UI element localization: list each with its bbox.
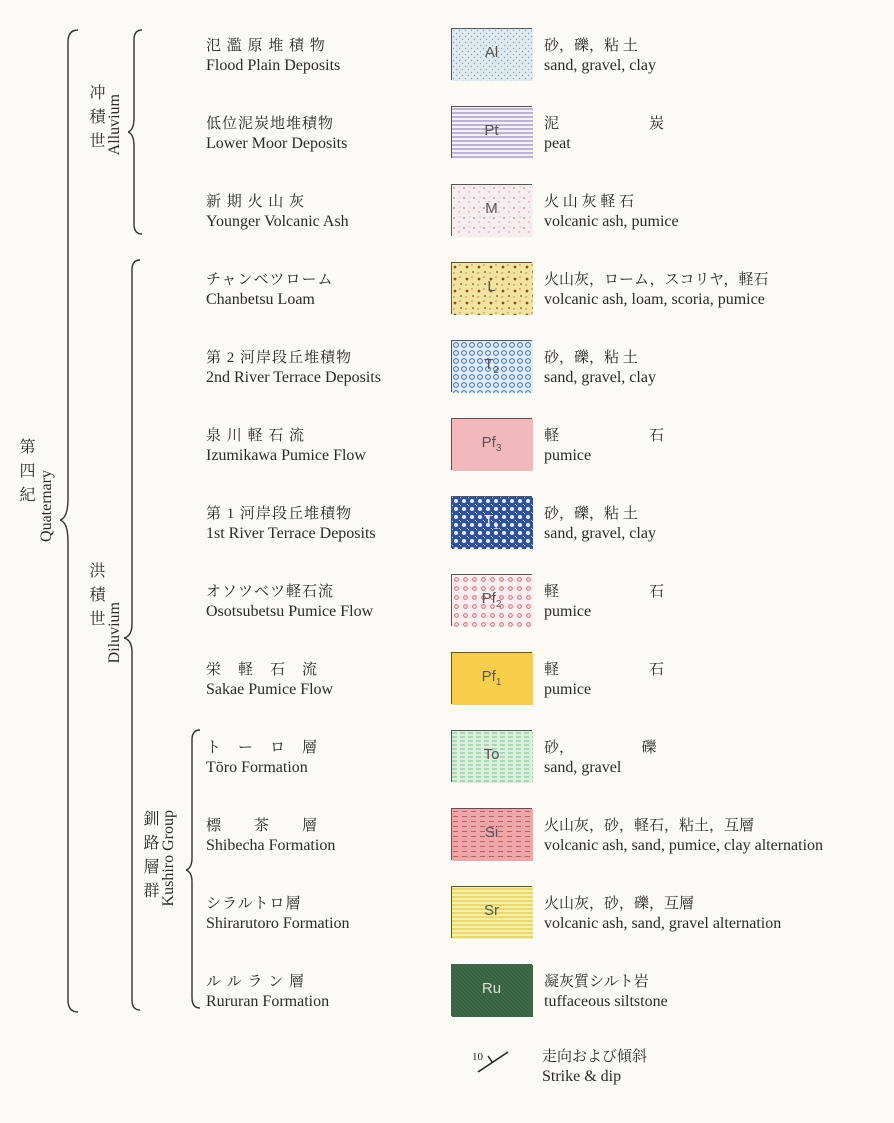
unit-name-en: Rururan Formation (206, 993, 330, 1010)
swatch-symbol (481, 668, 503, 688)
unit-desc-jp: 砂， 礫 (544, 740, 657, 756)
unit-desc-5 (544, 424, 664, 465)
swatch-symbol (481, 434, 503, 454)
unit-name-4 (206, 346, 381, 387)
unit-name-jp: 第 1 河岸段丘堆積物 (206, 506, 353, 522)
unit-desc-7 (544, 580, 664, 621)
unit-desc-10 (544, 814, 823, 855)
unit-name-3 (206, 268, 334, 309)
unit-desc-jp: 軽 石 (544, 428, 665, 444)
swatch-symbol (483, 512, 500, 532)
unit-swatch-pf3 (451, 418, 532, 470)
unit-desc-8 (544, 658, 664, 699)
unit-desc-jp: 火山灰，砂，軽石，粘土，互層 (544, 818, 755, 834)
unit-desc-en: volcanic ash, loam, scoria, pumice (544, 291, 765, 308)
alluvium-jp-label: 冲 積 世 (87, 84, 104, 150)
unit-swatch-flood (451, 28, 532, 80)
unit-name-11 (206, 892, 350, 933)
swatch-symbol-text: L (487, 278, 496, 295)
unit-name-en: Shibecha Formation (206, 837, 336, 854)
unit-desc-en: peat (544, 135, 571, 152)
unit-desc-jp: 軽 石 (544, 662, 665, 678)
unit-desc-jp: 凝灰質シルト岩 (544, 974, 649, 990)
unit-swatch-pf1 (451, 652, 532, 704)
unit-name-jp: シラルトロ層 (206, 896, 302, 912)
swatch-symbol (486, 278, 496, 298)
kushiro-en-label: Kushiro Group (160, 810, 177, 907)
kushiro-brace (186, 728, 206, 1016)
unit-desc-jp: 火山灰，砂，礫，互層 (544, 896, 695, 912)
swatch-symbol-text: Pf (481, 668, 496, 685)
unit-desc-jp: 火 山 灰 軽 石 (544, 194, 635, 210)
unit-name-en: Osotsubetsu Pumice Flow (206, 603, 374, 620)
diluvium-brace (124, 258, 146, 1018)
swatch-symbol (484, 200, 499, 220)
unit-desc-1 (544, 112, 664, 153)
unit-desc-0 (544, 34, 656, 75)
unit-desc-en: volcanic ash, pumice (544, 213, 679, 230)
swatch-symbol (484, 44, 499, 64)
unit-name-en: Sakae Pumice Flow (206, 681, 334, 698)
swatch-symbol-text: T (484, 512, 494, 529)
swatch-symbol (483, 122, 499, 142)
strike-dip-en: Strike & dip (542, 1068, 622, 1085)
unit-name-jp: ト ー ロ 層 (206, 740, 319, 756)
unit-desc-9 (544, 736, 657, 777)
unit-desc-12 (544, 970, 668, 1011)
unit-desc-en: tuffaceous siltstone (544, 993, 668, 1010)
kushiro-jp-label: 釧 路 層 群 (141, 810, 158, 900)
unit-name-jp: 栄 軽 石 流 (206, 662, 319, 678)
quaternary-jp-label: 第 四 紀 (17, 438, 34, 504)
unit-name-7 (206, 580, 373, 621)
swatch-symbol-text: Pt (484, 122, 499, 139)
swatch-symbol (481, 590, 503, 610)
swatch-symbol (483, 746, 501, 766)
unit-name-en: Flood Plain Deposits (206, 57, 341, 74)
unit-name-0 (206, 34, 340, 75)
swatch-symbol (483, 356, 500, 376)
swatch-symbol-text: T (484, 356, 494, 373)
unit-name-en: Younger Volcanic Ash (206, 213, 349, 230)
unit-name-1 (206, 112, 347, 153)
unit-desc-jp: 泥 炭 (544, 116, 665, 132)
unit-desc-en: pumice (544, 603, 592, 620)
strike-dip-value: 10 (472, 1051, 483, 1063)
quaternary-en-label: Quaternary (38, 470, 55, 542)
swatch-symbol-text: Pf (481, 434, 496, 451)
unit-name-6 (206, 502, 376, 543)
unit-swatch-t1 (451, 496, 532, 548)
alluvium-brace (128, 28, 148, 240)
unit-swatch-peat (451, 106, 532, 158)
unit-swatch-pf2 (451, 574, 532, 626)
unit-name-en: Izumikawa Pumice Flow (206, 447, 366, 464)
unit-desc-jp: 軽 石 (544, 584, 665, 600)
unit-desc-3 (544, 268, 769, 309)
unit-desc-en: sand, gravel, clay (544, 57, 656, 74)
unit-name-jp: 標 茶 層 (206, 818, 319, 834)
swatch-symbol-text: To (483, 746, 500, 763)
unit-swatch-loam (451, 262, 532, 314)
unit-name-jp: オソツベツ軽石流 (206, 584, 335, 600)
swatch-symbol-sub: 2 (493, 365, 499, 376)
unit-desc-en: volcanic ash, sand, pumice, clay alternation (544, 837, 824, 854)
unit-desc-2 (544, 190, 679, 231)
alluvium-en-label: Alluvium (106, 94, 123, 156)
strike-dip-symbol (470, 1044, 520, 1080)
unit-name-en: Shirarutoro Formation (206, 915, 350, 932)
unit-desc-en: volcanic ash, sand, gravel alternation (544, 915, 782, 932)
unit-desc-en: sand, gravel (544, 759, 622, 776)
unit-desc-en: sand, gravel, clay (544, 525, 656, 542)
strike-dip-text (542, 1045, 647, 1086)
unit-name-en: Lower Moor Deposits (206, 135, 348, 152)
unit-name-en: Tōro Formation (206, 759, 308, 776)
unit-desc-jp: 火山灰，ローム，スコリヤ，軽石 (544, 272, 769, 288)
swatch-symbol-sub: 2 (495, 599, 502, 610)
unit-name-en: 1st River Terrace Deposits (206, 525, 376, 542)
unit-desc-en: pumice (544, 447, 592, 464)
unit-name-jp: 新 期 火 山 灰 (206, 194, 306, 210)
unit-desc-jp: 砂，礫，粘 土 (544, 350, 638, 366)
unit-name-en: Chanbetsu Loam (206, 291, 315, 308)
unit-name-jp: 氾 濫 原 堆 積 物 (206, 38, 326, 54)
unit-swatch-ash (451, 184, 532, 236)
swatch-symbol-text: M (485, 200, 498, 217)
swatch-symbol-sub: 1 (495, 677, 502, 688)
swatch-symbol-text: Si (484, 824, 499, 841)
unit-desc-en: sand, gravel, clay (544, 369, 656, 386)
unit-swatch-to (451, 730, 532, 782)
unit-name-jp: チャンベツローム (206, 272, 334, 288)
swatch-symbol-sub: 1 (493, 521, 499, 532)
unit-name-jp: 低位泥炭地堆積物 (206, 116, 335, 132)
unit-name-12 (206, 970, 329, 1011)
unit-name-10 (206, 814, 335, 855)
unit-desc-4 (544, 346, 656, 387)
unit-name-jp: ル ル ラ ン 層 (206, 974, 306, 990)
unit-desc-6 (544, 502, 656, 543)
swatch-symbol (484, 824, 499, 844)
swatch-symbol-text: Pf (481, 590, 496, 607)
swatch-symbol-sub: 3 (495, 443, 502, 454)
unit-desc-jp: 砂，礫，粘 土 (544, 506, 638, 522)
unit-swatch-t2 (451, 340, 532, 392)
swatch-symbol (481, 980, 502, 1000)
strike-dip-jp: 走向および傾斜 (542, 1049, 648, 1065)
diluvium-jp-label: 洪 積 世 (87, 562, 104, 628)
unit-name-5 (206, 424, 366, 465)
unit-swatch-sr (451, 886, 532, 938)
unit-name-jp: 第 2 河岸段丘堆積物 (206, 350, 353, 366)
diluvium-en-label: Diluvium (106, 602, 123, 664)
unit-name-jp: 泉 川 軽 石 流 (206, 428, 306, 444)
unit-desc-en: pumice (544, 681, 592, 698)
swatch-symbol (483, 902, 500, 922)
swatch-symbol-text: Al (484, 44, 499, 61)
unit-swatch-si (451, 808, 532, 860)
swatch-symbol-text: Ru (481, 980, 502, 997)
unit-name-8 (206, 658, 333, 699)
quaternary-brace (60, 28, 90, 1018)
unit-desc-11 (544, 892, 781, 933)
unit-name-2 (206, 190, 349, 231)
unit-name-9 (206, 736, 318, 777)
swatch-symbol-text: Sr (484, 902, 499, 919)
unit-swatch-ru (451, 964, 532, 1016)
unit-name-en: 2nd River Terrace Deposits (206, 369, 381, 386)
unit-desc-jp: 砂，礫，粘 土 (544, 38, 638, 54)
